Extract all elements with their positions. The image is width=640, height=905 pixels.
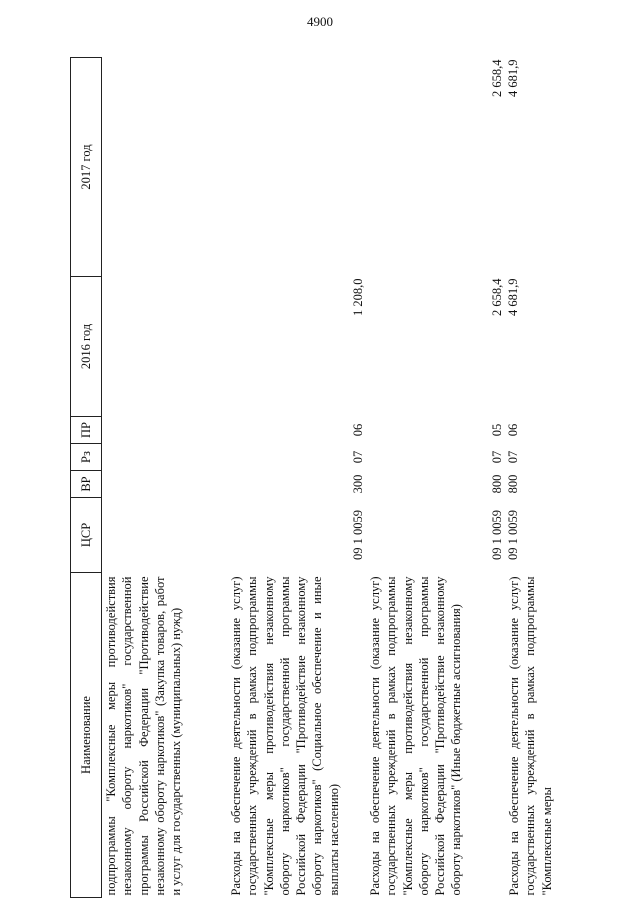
row-vr: 800: [506, 474, 520, 494]
row-vr: 300: [350, 474, 365, 494]
table-row: [505, 58, 557, 898]
row-2017: [102, 58, 228, 277]
row-2017: [227, 58, 366, 277]
rotated-table-area: [70, 58, 600, 898]
row-pr: 06: [506, 423, 520, 437]
table-row: [102, 58, 228, 898]
header-csr: ЦСР: [71, 498, 102, 573]
row-pr: [102, 417, 228, 444]
table-header-row: [71, 58, 102, 898]
rotated-table-container: [70, 58, 600, 898]
row-csr: 09 1 0059: [506, 510, 520, 560]
row-rz: 07: [350, 450, 365, 464]
row-2016: 1 208,0: [350, 278, 365, 316]
row-name: Расходы на обеспечение деятельности (оказание услуг) государственных учреждений в рамках подпрограммы "Комплексные меры противодействия незаконному обороту наркотиков" государственной программы Российской Федерации "Противодействие незаконному обороту наркотиков" (Социальное обеспечение и иные выплаты населению): [229, 576, 341, 896]
table-row: [366, 58, 505, 898]
row-vr: 800: [489, 474, 504, 494]
row-2016: [102, 277, 228, 417]
row-vr: [102, 471, 228, 498]
header-2016: 2016 год: [71, 277, 102, 417]
row-2017: 2 658,4: [489, 59, 504, 97]
row-2017: 4 681,9: [506, 59, 520, 97]
row-2016: 4 681,9: [506, 278, 520, 316]
row-csr: 09 1 0059: [489, 510, 504, 560]
row-pr: 05: [489, 423, 504, 437]
row-rz: 07: [506, 450, 520, 464]
row-name: Расходы на обеспечение деятельности (оказание услуг) государственных учреждений в рамках подпрограммы "Комплексные меры: [507, 576, 554, 896]
header-2017: 2017 год: [71, 58, 102, 277]
row-rz: [102, 444, 228, 471]
header-vr: ВР: [71, 471, 102, 498]
header-name: Наименование: [71, 573, 102, 898]
row-rz: 07: [489, 450, 504, 464]
row-pr: 06: [350, 423, 365, 437]
header-rz: Рз: [71, 444, 102, 471]
header-pr: ПР: [71, 417, 102, 444]
row-csr: 09 1 0059: [350, 510, 365, 560]
row-name: подпрограммы "Комплексные меры противодействия незаконному обороту наркотиков" государственной программы Российской Федерации "Противодействие незаконному обороту наркотиков" (Закупка товаров, работ и услуг для государственных (муниципальных) нужд): [104, 576, 183, 896]
page-number: 4900: [307, 14, 333, 29]
row-2016: 2 658,4: [489, 278, 504, 316]
budget-table: [70, 57, 557, 898]
row-name: Расходы на обеспечение деятельности (оказание услуг) государственных учреждений в рамках подпрограммы "Комплексные меры противодействия незаконному обороту наркотиков" государственной программы Российской Федерации "Противодействие незаконному обороту наркотиков" (Иные бюджетные ассигнования): [368, 576, 464, 896]
row-csr: [102, 498, 228, 573]
table-row: [227, 58, 366, 898]
